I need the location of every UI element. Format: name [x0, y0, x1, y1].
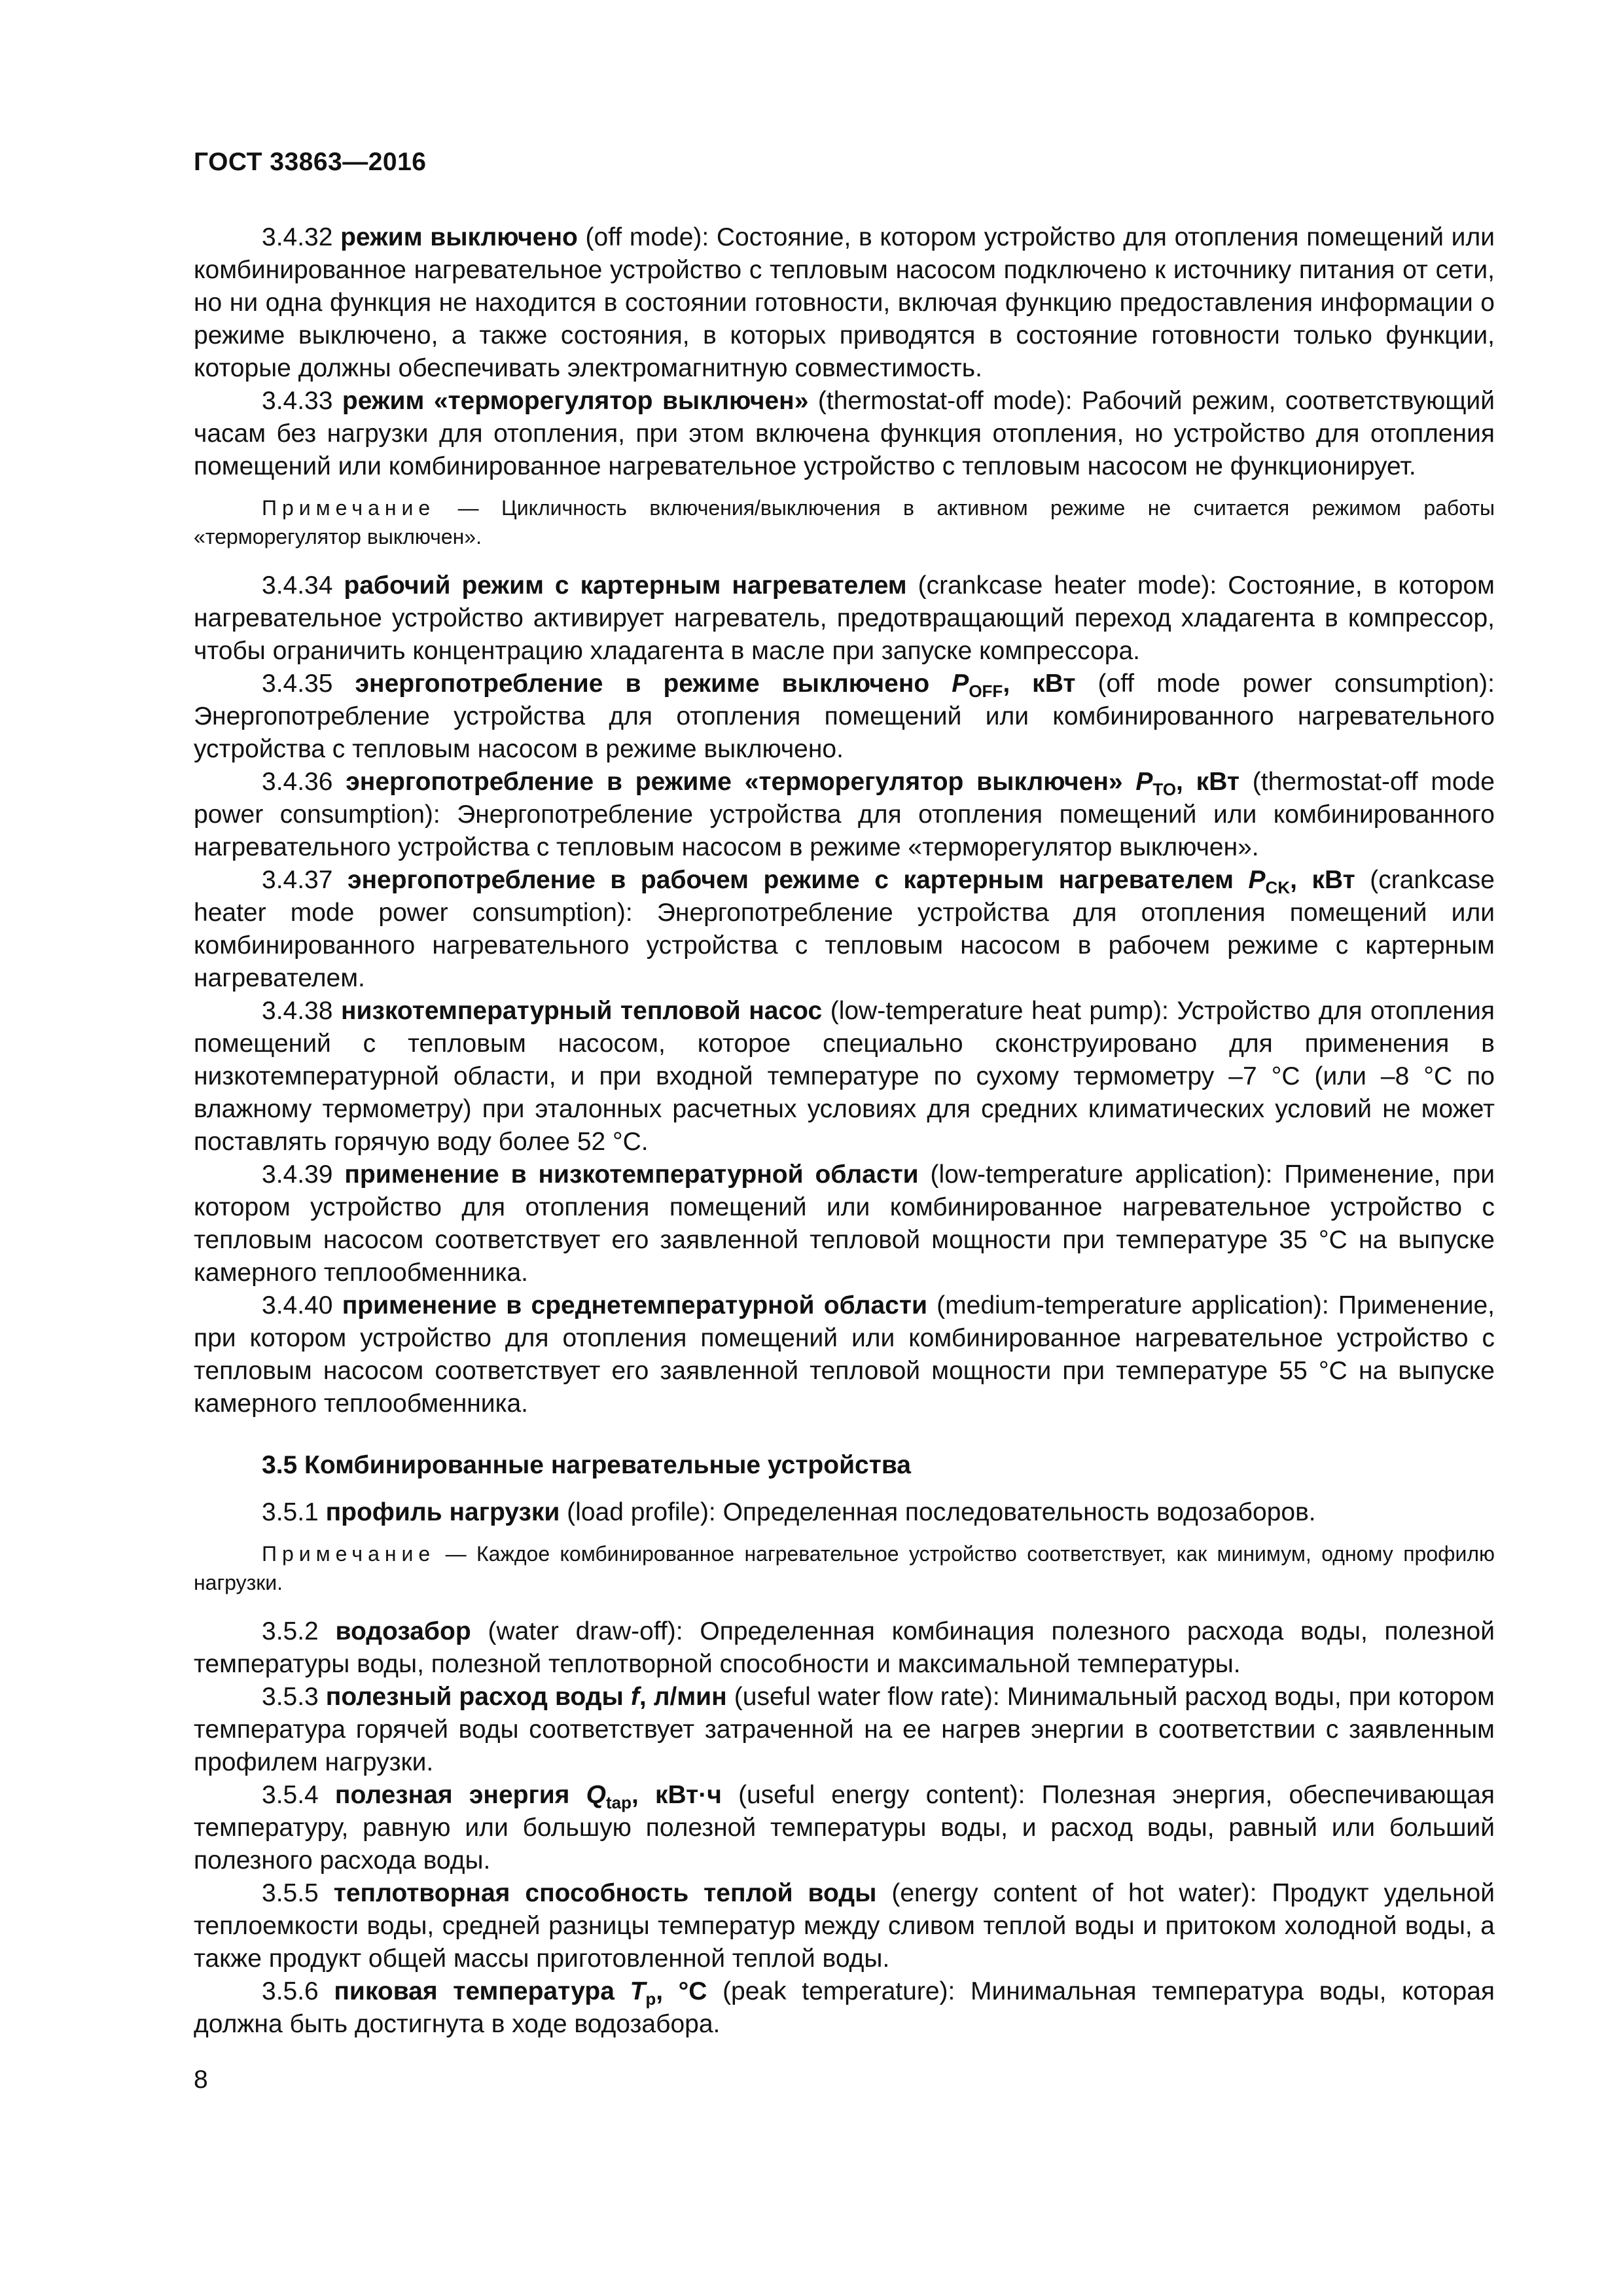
term-number: 3.5.3: [262, 1683, 326, 1711]
term-number: 3.4.32: [262, 223, 341, 251]
term-symbol: P: [1248, 866, 1266, 894]
term-number: 3.4.35: [262, 670, 355, 698]
term-symbol: T: [630, 1977, 646, 2005]
term-symbol: Q: [586, 1781, 606, 1809]
term-number: 3.5.5: [262, 1879, 334, 1907]
term-title: применение в низкотемпературной области: [344, 1160, 919, 1189]
term-number: 3.4.36: [262, 768, 346, 796]
term-unit: , л/мин: [639, 1683, 727, 1711]
term-definition: (energy content of hot water): Продукт удельной теплоемкости воды, средней разницы температур между сливом теплой воды и притоком холодной воды, а также продукт общей массы приготовленной теплой воды.: [194, 1879, 1495, 1973]
term-definition: (off mode power consumption): Энергопотребление устройства для отопления помещений или комбинированного нагревательного устройства с тепловым насосом в режиме выключено.: [194, 670, 1495, 763]
term-definition: (off mode): Состояние, в котором устройство для отопления помещений или комбинированное нагревательное устройство с тепловым насосом подключено к источнику питания от сети, но ни одна функция не находится в состоянии готовности, включая функцию предоставления информации о режиме выключено, а также состояния, в которых приводятся в состояние готовности только функции, которые должны обеспечивать электромагнитную совместимость.: [194, 223, 1495, 382]
term-symbol: P: [952, 670, 969, 698]
term-definition: (low-temperature application): Применение, при котором устройство для отопления помещений или комбинированное нагревательное устройство с тепловым насосом соответствует его заявленной тепловой мощности при температуре 35 °С на выпуске камерного теплообменника.: [194, 1160, 1495, 1287]
term-number: 3.4.38: [262, 997, 341, 1025]
page-number: 8: [194, 2066, 208, 2094]
term-number: 3.5.4: [262, 1781, 335, 1809]
term-title: энергопотребление в рабочем режиме с картерным нагревателем $P_{CK}$, кВт: [347, 866, 1355, 897]
document-header: ГОСТ 33863—2016: [194, 148, 427, 176]
term-3-4-34: [194, 569, 1495, 668]
term-3-4-33: [194, 385, 1495, 483]
term-definition: (peak temperature): Минимальная температура воды, которая должна быть достигнута в ходе водозабора.: [194, 1977, 1495, 2038]
term-unit: , °С: [656, 1977, 707, 2005]
term-3-4-38: [194, 995, 1495, 1158]
term-title: пиковая температура $T_p$, °С: [334, 1977, 707, 2009]
term-unit: , кВт: [1003, 670, 1076, 698]
term-number: 3.5.6: [262, 1977, 334, 2005]
term-definition: (thermostat-off mode power consumption): Энергопотребление устройства для отопления помещений или комбинированного нагревательного устройства с тепловым насосом в режиме «терморегулятор выключен».: [194, 768, 1495, 861]
term-title: режим «терморегулятор выключен»: [342, 387, 809, 415]
term-title: полезная энергия $Q_{tap}$, кВт·ч: [334, 1781, 722, 1812]
note-2: [194, 1539, 1495, 1597]
term-3-5-1: [194, 1496, 1495, 1529]
term-definition: (load profile): Определенная последовательность водозаборов.: [560, 1498, 1316, 1526]
note-label: Примечание: [262, 1542, 436, 1566]
term-symbol-subscript: tap: [605, 1793, 632, 1812]
term-definition: (thermostat-off mode): Рабочий режим, соответствующий часам без нагрузки для отопления, при этом включена функция отопления, но устройство для отопления помещений или комбинированное нагревательное устройство с тепловым насосом не функционирует.: [194, 387, 1495, 480]
term-title: водозабор: [335, 1617, 471, 1645]
term-number: 3.4.37: [262, 866, 348, 894]
term-definition: (medium-temperature application): Применение, при котором устройство для отопления помещений или комбинированное нагревательное устройство с тепловым насосом соответствует его заявленной тепловой мощности при температуре 55 °С на выпуске камерного теплообменника.: [194, 1291, 1495, 1418]
term-title: применение в среднетемпературной области: [342, 1291, 927, 1319]
term-3-4-35: [194, 668, 1495, 766]
term-number: 3.4.40: [262, 1291, 342, 1319]
term-number: 3.5.2: [262, 1617, 336, 1645]
note-text: — Цикличность включения/выключения в активном режиме не считается режимом работы «терморегулятор выключен».: [194, 496, 1495, 548]
term-definition: (crankcase heater mode power consumption): Энергопотребление устройства для отопления помещений или комбинированного нагревательного устройства с тепловым насосом в рабочем режиме с картерным нагревателем.: [194, 866, 1495, 992]
term-title: профиль нагрузки: [325, 1498, 560, 1526]
term-definition: (crankcase heater mode): Состояние, в котором нагревательное устройство активирует нагреватель, предотвращающий переход хладагента в компрессор, чтобы ограничить концентрацию хладагента в масле при запуске компрессора.: [194, 571, 1495, 665]
term-3-4-36: [194, 766, 1495, 864]
term-3-5-6: [194, 1975, 1495, 2041]
term-title: рабочий режим с картерным нагревателем: [344, 571, 907, 600]
term-number: 3.4.33: [262, 387, 342, 415]
term-unit: , кВт: [1290, 866, 1355, 894]
section-title: 3.5 Комбинированные нагревательные устройства: [262, 1451, 911, 1479]
term-3-5-5: [194, 1877, 1495, 1975]
term-title: теплотворная способность теплой воды: [333, 1879, 877, 1907]
term-title: энергопотребление в режиме «терморегулятор выключен» $P_{TO}$, кВт: [346, 768, 1240, 799]
term-number: 3.4.39: [262, 1160, 345, 1189]
page-content: [194, 221, 1495, 2041]
term-3-4-39: [194, 1158, 1495, 1289]
term-unit: , кВт·ч: [631, 1781, 722, 1809]
term-number: 3.5.1: [262, 1498, 326, 1526]
term-3-5-3: [194, 1681, 1495, 1779]
term-3-5-2: [194, 1615, 1495, 1681]
term-3-4-40: [194, 1289, 1495, 1420]
term-title: энергопотребление в режиме выключено $P_{OFF}$, кВт: [355, 670, 1076, 701]
term-symbol: f: [630, 1683, 639, 1711]
note-text: — Каждое комбинированное нагревательное устройство соответствует, как минимум, одному профилю нагрузки.: [194, 1542, 1495, 1594]
term-definition: (water draw-off): Определенная комбинация полезного расхода воды, полезной температуры воды, полезной теплотворной способности и максимальной температуры.: [194, 1617, 1495, 1678]
term-3-4-37: [194, 864, 1495, 995]
term-symbol-subscript: p: [645, 1989, 656, 2009]
term-symbol-subscript: TO: [1152, 780, 1177, 799]
term-symbol-subscript: CK: [1265, 878, 1291, 897]
note-1: [194, 493, 1495, 551]
term-title: низкотемпературный тепловой насос: [340, 997, 823, 1025]
term-symbol-subscript: OFF: [969, 681, 1003, 701]
term-title: полезный расход воды f, л/мин: [325, 1683, 727, 1711]
term-definition: (low-temperature heat pump): Устройство для отопления помещений с тепловым насосом, которое специально сконструировано для применения в низкотемпературной области, и при входной температуре по сухому термометру –7 °С (или –8 °С по влажному термометру) при эталонных расчетных условиях для средних климатических условий не может поставлять горячую воду более 52 °С.: [194, 997, 1495, 1156]
note-label: Примечание: [262, 496, 436, 520]
term-symbol: P: [1135, 768, 1153, 796]
term-definition: (useful energy content): Полезная энергия, обеспечивающая температуру, равную или большую полезной температуры воды, и расход воды, равный или больший полезного расхода воды.: [194, 1781, 1495, 1874]
term-unit: , кВт: [1176, 768, 1240, 796]
term-number: 3.4.34: [262, 571, 344, 600]
term-definition: (useful water flow rate): Минимальный расход воды, при котором температура горячей воды соответствует затраченной на ее нагрев энергии в соответствии с заявленным профилем нагрузки.: [194, 1683, 1495, 1776]
term-3-5-4: [194, 1779, 1495, 1877]
term-title: режим выключено: [340, 223, 578, 251]
term-3-4-32: [194, 221, 1495, 385]
